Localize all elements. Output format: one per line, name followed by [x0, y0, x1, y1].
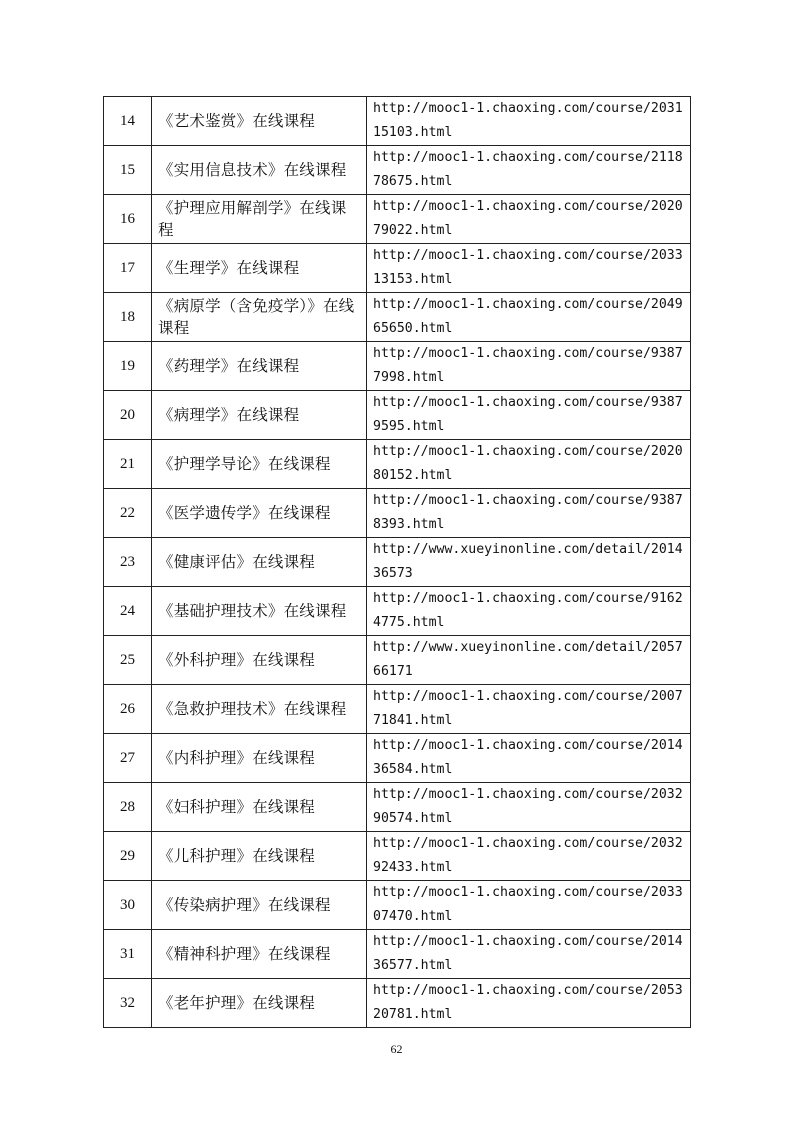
- table-row: [104, 146, 691, 195]
- table-row: [104, 440, 691, 489]
- table-row: [104, 881, 691, 930]
- row-number-cell: 16: [104, 195, 152, 244]
- table-row: [104, 489, 691, 538]
- table-row: [104, 636, 691, 685]
- table-row: [104, 979, 691, 1028]
- table-row: [104, 783, 691, 832]
- course-link-table: [103, 96, 691, 1028]
- course-name-cell: 《实用信息技术》在线课程: [152, 146, 367, 195]
- course-url-cell: http://mooc1-1.chaoxing.com/course/202079022.html: [367, 195, 691, 244]
- course-url-cell: http://mooc1-1.chaoxing.com/course/203290574.html: [367, 783, 691, 832]
- course-url-cell: http://mooc1-1.chaoxing.com/course/93877998.html: [367, 342, 691, 391]
- row-number-cell: 14: [104, 97, 152, 146]
- course-name-cell: 《艺术鉴赏》在线课程: [152, 97, 367, 146]
- course-url-cell: http://mooc1-1.chaoxing.com/course/202080152.html: [367, 440, 691, 489]
- row-number-cell: 23: [104, 538, 152, 587]
- course-url-cell: http://www.xueyinonline.com/detail/201436573: [367, 538, 691, 587]
- table-row: [104, 685, 691, 734]
- course-name-cell: 《老年护理》在线课程: [152, 979, 367, 1028]
- table-row: [104, 391, 691, 440]
- course-url-cell: http://mooc1-1.chaoxing.com/course/203292433.html: [367, 832, 691, 881]
- course-name-cell: 《健康评估》在线课程: [152, 538, 367, 587]
- course-name-cell: 《病原学（含免疫学）》在线课程: [152, 293, 367, 342]
- row-number-cell: 24: [104, 587, 152, 636]
- table-row: [104, 930, 691, 979]
- row-number-cell: 15: [104, 146, 152, 195]
- course-url-cell: http://mooc1-1.chaoxing.com/course/205320781.html: [367, 979, 691, 1028]
- row-number-cell: 18: [104, 293, 152, 342]
- course-name-cell: 《外科护理》在线课程: [152, 636, 367, 685]
- row-number-cell: 19: [104, 342, 152, 391]
- course-name-cell: 《病理学》在线课程: [152, 391, 367, 440]
- course-url-cell: http://mooc1-1.chaoxing.com/course/204965650.html: [367, 293, 691, 342]
- row-number-cell: 22: [104, 489, 152, 538]
- table-row: [104, 195, 691, 244]
- course-name-cell: 《生理学》在线课程: [152, 244, 367, 293]
- table-row: [104, 97, 691, 146]
- course-name-cell: 《传染病护理》在线课程: [152, 881, 367, 930]
- table-row: [104, 538, 691, 587]
- table-body: [104, 97, 691, 1028]
- table-row: [104, 244, 691, 293]
- page-number: 62: [390, 1042, 403, 1056]
- course-url-cell: http://mooc1-1.chaoxing.com/course/211878675.html: [367, 146, 691, 195]
- course-url-cell: http://mooc1-1.chaoxing.com/course/201436584.html: [367, 734, 691, 783]
- course-url-cell: http://mooc1-1.chaoxing.com/course/201436577.html: [367, 930, 691, 979]
- course-name-cell: 《儿科护理》在线课程: [152, 832, 367, 881]
- course-name-cell: 《精神科护理》在线课程: [152, 930, 367, 979]
- row-number-cell: 29: [104, 832, 152, 881]
- row-number-cell: 20: [104, 391, 152, 440]
- table-row: [104, 342, 691, 391]
- course-url-cell: http://mooc1-1.chaoxing.com/course/200771841.html: [367, 685, 691, 734]
- row-number-cell: 21: [104, 440, 152, 489]
- table-row: [104, 587, 691, 636]
- course-url-cell: http://mooc1-1.chaoxing.com/course/203307470.html: [367, 881, 691, 930]
- row-number-cell: 27: [104, 734, 152, 783]
- course-name-cell: 《急救护理技术》在线课程: [152, 685, 367, 734]
- course-name-cell: 《药理学》在线课程: [152, 342, 367, 391]
- course-name-cell: 《护理学导论》在线课程: [152, 440, 367, 489]
- course-name-cell: 《基础护理技术》在线课程: [152, 587, 367, 636]
- row-number-cell: 17: [104, 244, 152, 293]
- table-row: [104, 734, 691, 783]
- table-row: [104, 293, 691, 342]
- course-url-cell: http://www.xueyinonline.com/detail/205766171: [367, 636, 691, 685]
- row-number-cell: 25: [104, 636, 152, 685]
- course-url-cell: http://mooc1-1.chaoxing.com/course/203313153.html: [367, 244, 691, 293]
- course-url-cell: http://mooc1-1.chaoxing.com/course/203115103.html: [367, 97, 691, 146]
- row-number-cell: 32: [104, 979, 152, 1028]
- table-row: [104, 832, 691, 881]
- course-url-cell: http://mooc1-1.chaoxing.com/course/93879595.html: [367, 391, 691, 440]
- course-name-cell: 《妇科护理》在线课程: [152, 783, 367, 832]
- course-name-cell: 《护理应用解剖学》在线课程: [152, 195, 367, 244]
- row-number-cell: 28: [104, 783, 152, 832]
- row-number-cell: 26: [104, 685, 152, 734]
- course-name-cell: 《医学遗传学》在线课程: [152, 489, 367, 538]
- row-number-cell: 31: [104, 930, 152, 979]
- course-url-cell: http://mooc1-1.chaoxing.com/course/91624775.html: [367, 587, 691, 636]
- course-name-cell: 《内科护理》在线课程: [152, 734, 367, 783]
- row-number-cell: 30: [104, 881, 152, 930]
- course-url-cell: http://mooc1-1.chaoxing.com/course/93878393.html: [367, 489, 691, 538]
